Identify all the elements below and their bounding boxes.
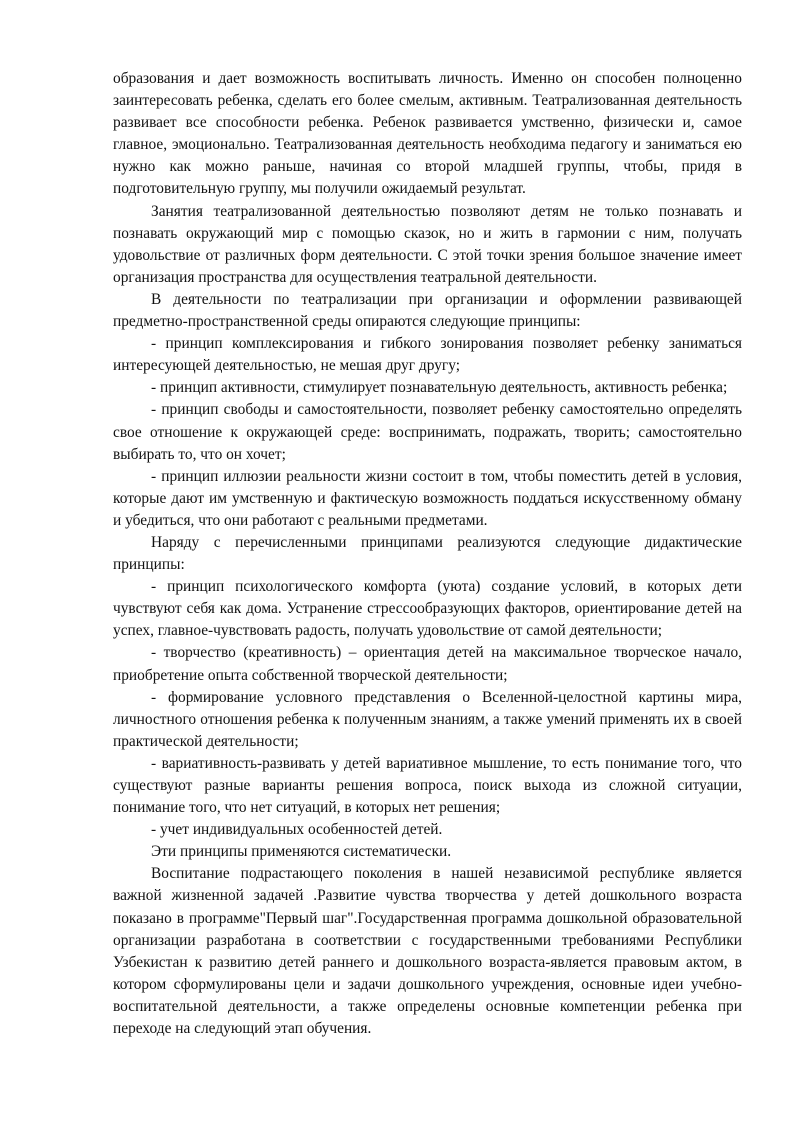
list-item-complexing-principle: - принцип комплексирования и гибкого зонирования позволяет ребенку заниматься интересующей деятельностью, не мешая друг другу; — [113, 335, 742, 375]
document-page — [113, 68, 742, 1040]
list-item-freedom-principle: - принцип свободы и самостоятельности, позволяет ребенку самостоятельно определять свое отношение к окружающей среде: воспринимать, подражать, творить; самостоятельно выбирать то, что он хочет; — [113, 401, 742, 463]
paragraph-theatrical-activities: Занятия театрализованной деятельностью позволяют детям не только познавать и познавать окружающий мир с помощью сказок, но и жить в гармонии с ним, получать удовольствие от различных форм деятельности. С этой точки зрения большое значение имеет организация пространства для осуществления театральной деятельности. — [113, 202, 742, 286]
list-item-activity-principle: - принцип активности, стимулирует познавательную деятельность, активность ребенка; — [151, 379, 728, 397]
paragraph-systematic: Эти принципы применяются систематически. — [151, 843, 452, 861]
list-item-individual-features: - учет индивидуальных особенностей детей. — [151, 821, 443, 839]
paragraph-didactic-intro: Наряду с перечисленными принципами реализуются следующие дидактические принципы: — [113, 533, 742, 574]
list-item-illusion-principle: - принцип иллюзии реальности жизни состоит в том, чтобы поместить детей в условия, которые дают им умственную и фактическую возможность поддаться искусственному обману и убедиться, что они работают с реальными предметами. — [113, 467, 742, 529]
list-item-world-view: - формирование условного представления о Вселенной-целостной картины мира, личностного отношения ребенка к полученным знаниям, а также умений применять их в своей практической деятельности; — [113, 688, 742, 750]
paragraph-continuation: образования и дает возможность воспитывать личность. Именно он способен полноценно заинтересовать ребенка, сделать его более смелым, активным. Театрализованная деятельность развивает все способности ребенка. Ребенок развивается умственно, физически и, самое главное, эмоционально. Театрализованная деятельность необходима педагогу и заниматься ею нужно как можно раньше, начиная со второй младшей группы, чтобы, придя в подготовительную группу, мы получили ожидаемый результат. — [113, 70, 742, 198]
list-item-creativity: - творчество (креативность) – ориентация детей на максимальное творческое начало, приобретение опыта собственной творческой деятельности; — [113, 644, 742, 684]
list-item-comfort-principle: - принцип психологического комфорта (уюта) создание условий, в которых дети чувствуют себя как дома. Устранение стрессообразующих факторов, ориентирование детей на успех, главное-чувствовать радость, получать удовольствие от самой деятельности; — [113, 578, 742, 640]
list-item-variability: - вариативность-развивать у детей вариативное мышление, то есть понимание того, что существуют разные варианты решения вопроса, поиск выхода из сложной ситуации, понимание того, что нет ситуаций, в которых нет решения; — [113, 754, 742, 817]
paragraph-upbringing: Воспитание подрастающего поколения в нашей независимой республике является важной жизненной задачей .Развитие чувства творчества у детей дошкольного возраста показано в программе"Первый шаг".Государственная программа дошкольной образовательной организации разработана в соответствии с государственными требованиями Республики Узбекистан к развитию детей раннего и дошкольного возраста-является правовым актом, в котором сформулированы цели и задачи дошкольного учреждения, основные идеи учебно-воспитательной деятельности, а также определены основные компетенции ребенка при переходе на следующий этап обучения. — [113, 865, 742, 1038]
paragraph-principles-intro: В деятельности по театрализации при организации и оформлении развивающей предметно-пространственной среды опираются следующие принципы: — [113, 290, 742, 331]
